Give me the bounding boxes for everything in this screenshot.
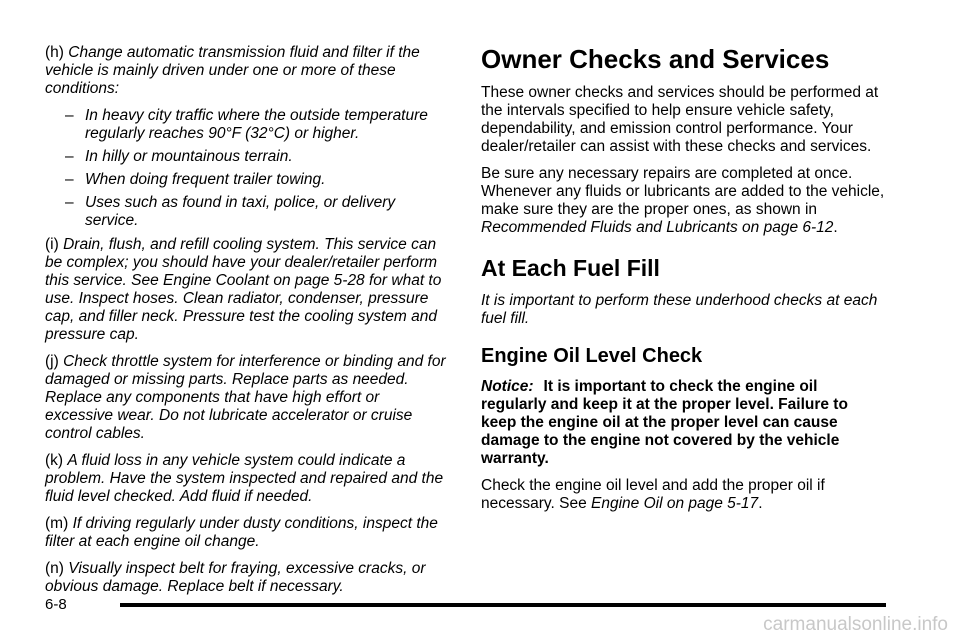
footer-rule: [120, 603, 886, 607]
engine-oil-reference: Engine Oil on page 5-17: [591, 495, 759, 512]
fuel-fill-paragraph: It is important to perform these underhood checks at each fuel fill.: [481, 292, 878, 327]
item-i: (i) Drain, flush, and refill cooling system. This service can be complex; you should have your dealer/retailer perform this service. See Engine Coolant on page 5-28 for what to use. Inspect hoses. Clean radiator, condenser, pressure cap, and filler neck. Pressure test the cooling system and pressure cap.: [45, 236, 442, 343]
fluids-reference: Recommended Fluids and Lubricants on page 6-12: [481, 219, 834, 236]
list-item: – In hilly or mountainous terrain.: [65, 148, 293, 165]
item-n: (n) Visually inspect belt for fraying, excessive cracks, or obvious damage. Replace belt if necessary.: [45, 560, 426, 595]
owner-paragraph-2: Be sure any necessary repairs are completed at once. Whenever any fluids or lubricants are added to the vehicle, make sure they are the proper ones, as shown in Recommended Fluids and Lubricants on page 6-12.: [481, 165, 885, 236]
notice-block: [481, 378, 886, 468]
notice-label: Notice:: [481, 378, 534, 395]
right-column: [481, 44, 886, 522]
list-item: – In heavy city traffic where the outside temperature regularly reaches 90°F (32°C) or higher.: [65, 107, 428, 142]
list-item: – Uses such as found in taxi, police, or delivery service.: [65, 194, 396, 229]
left-column: [45, 44, 450, 605]
item-h: [45, 44, 450, 98]
oil-check-heading: Engine Oil Level Check: [481, 345, 703, 367]
condition-list: [45, 107, 450, 230]
owner-paragraph-1: These owner checks and services should be performed at the intervals specified to help ensure vehicle safety, dependability, and emission control performance. Your dealer/retailer can assist with these checks and services.: [481, 84, 879, 155]
item-j: (j) Check throttle system for interference or binding and for damaged or missing parts. Replace parts as needed. Replace any components that have high effort or excessive wear. Do not lubricate accelerator or cruise control cables.: [45, 353, 446, 442]
item-k: (k) A fluid loss in any vehicle system could indicate a problem. Have the system inspected and repaired and the fluid level checked. Add fluid if needed.: [45, 452, 444, 505]
list-item: – When doing frequent trailer towing.: [65, 171, 326, 188]
oil-check-paragraph: Check the engine oil level and add the proper oil if necessary. See Engine Oil on page 5-17.: [481, 477, 825, 512]
page-number: 6-8: [45, 596, 67, 613]
notice-text: It is important to check the engine oil regularly and keep it at the proper level. Failure to keep the engine oil at the proper level can cause damage to the engine not covered by the vehicle warranty.: [481, 378, 848, 467]
item-m: (m) If driving regularly under dusty conditions, inspect the filter at each engine oil change.: [45, 515, 438, 550]
watermark: carmanualsonline.info: [763, 614, 948, 635]
item-h-label: (h): [45, 44, 64, 61]
owner-checks-heading: Owner Checks and Services: [481, 44, 830, 74]
item-h-text: Change automatic transmission fluid and filter if the vehicle is mainly driven under one or more of these conditions:: [45, 44, 420, 97]
fuel-fill-heading: At Each Fuel Fill: [481, 255, 660, 281]
